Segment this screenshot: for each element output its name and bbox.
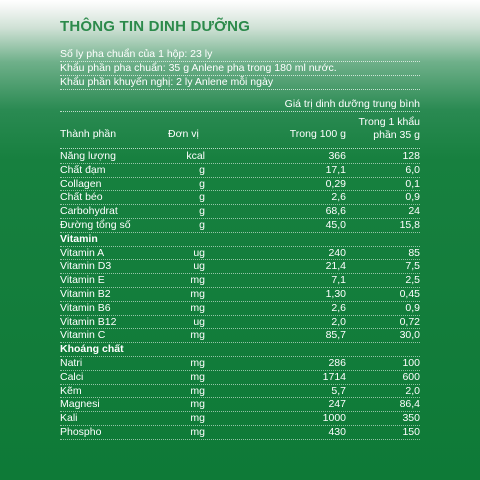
cell-name: Carbohydrat — [60, 205, 118, 218]
cell-unit: kcal — [186, 150, 205, 162]
cell-name: Kẽm — [60, 384, 82, 397]
cell-per-serving: 0,45 — [399, 287, 420, 300]
cell-name: Kali — [60, 412, 78, 425]
cell-per-100g: 247 — [328, 398, 346, 411]
cell-per-100g: 2,0 — [331, 315, 346, 328]
header-unit: Đơn vị — [168, 128, 199, 140]
cell-unit: ug — [193, 246, 205, 259]
cell-unit: g — [199, 163, 205, 176]
cell-per-100g: 17,1 — [325, 163, 346, 176]
table-row — [60, 302, 420, 316]
table-row — [60, 398, 420, 412]
header-per-serving — [356, 116, 420, 142]
cell-per-serving: 86,4 — [399, 398, 420, 411]
cell-name: Chất đạm — [60, 163, 106, 176]
table-row — [60, 329, 420, 343]
section-row — [60, 233, 420, 247]
servings-per-box: Số ly pha chuẩn của 1 hộp: 23 ly — [60, 48, 420, 62]
table-row — [60, 385, 420, 399]
cell-per-serving: 0,9 — [405, 191, 420, 204]
cell-per-100g: 45,0 — [325, 218, 346, 231]
cell-per-serving: 100 — [402, 356, 420, 369]
cell-per-serving: 2,0 — [405, 384, 420, 397]
cell-name: Natri — [60, 356, 83, 369]
table-row — [60, 219, 420, 233]
cell-per-100g: 85,7 — [325, 329, 346, 342]
cell-per-100g: 7,1 — [331, 274, 346, 287]
cell-unit: ug — [193, 260, 205, 273]
cell-per-100g: 366 — [328, 150, 346, 162]
panel-title: THÔNG TIN DINH DƯỠNG — [60, 18, 251, 35]
standard-serving: Khẩu phần pha chuẩn: 35 g Anlene pha trong 180 ml nước. — [60, 62, 420, 76]
cell-unit: mg — [190, 287, 205, 300]
cell-name: Calci — [60, 370, 84, 383]
cell-per-serving: 2,5 — [405, 274, 420, 287]
cell-per-100g: 240 — [328, 246, 346, 259]
cell-per-100g: 1714 — [322, 370, 346, 383]
cell-unit: g — [199, 205, 205, 218]
cell-unit: g — [199, 218, 205, 231]
cell-unit: mg — [190, 425, 205, 438]
cell-name: Vitamin D3 — [60, 260, 112, 273]
cell-per-100g: 2,6 — [331, 191, 346, 204]
cell-unit: g — [199, 191, 205, 204]
cell-name: Vitamin E — [60, 274, 105, 287]
cell-unit: ug — [193, 315, 205, 328]
header-ingredient: Thành phần — [60, 128, 117, 140]
recommended-serving: Khẩu phần khuyến nghị: 2 ly Anlene mỗi ngày — [60, 76, 420, 90]
cell-per-serving: 6,0 — [405, 163, 420, 176]
table-row — [60, 426, 420, 440]
table-row — [60, 288, 420, 302]
table-row — [60, 371, 420, 385]
section-row — [60, 343, 420, 357]
cell-unit: mg — [190, 274, 205, 287]
cell-name: Đường tổng số — [60, 218, 131, 231]
table-row — [60, 150, 420, 164]
cell-per-100g: 21,4 — [325, 260, 346, 273]
cell-per-100g: 430 — [328, 425, 346, 438]
header-per-serving-line2: phần 35 g — [373, 129, 420, 141]
cell-per-100g: 68,6 — [325, 205, 346, 218]
nutrition-table — [60, 150, 420, 440]
cell-unit: mg — [190, 329, 205, 342]
header-per-serving-line1: Trong 1 khẩu — [358, 116, 420, 128]
cell-name: Năng lượng — [60, 150, 116, 162]
cell-per-serving: 150 — [402, 425, 420, 438]
table-row — [60, 205, 420, 219]
table-row — [60, 357, 420, 371]
cell-unit: mg — [190, 370, 205, 383]
table-row — [60, 247, 420, 261]
average-values-label: Giá trị dinh dưỡng trung bình — [60, 98, 420, 112]
table-row — [60, 260, 420, 274]
cell-per-100g: 1,30 — [325, 287, 346, 300]
header-per-100g: Trong 100 g — [289, 128, 346, 140]
cell-unit: mg — [190, 301, 205, 314]
cell-per-serving: 350 — [402, 412, 420, 425]
cell-name: Vitamin C — [60, 329, 106, 342]
cell-unit: mg — [190, 384, 205, 397]
cell-name: Magnesi — [60, 398, 100, 411]
table-row — [60, 316, 420, 330]
cell-unit: g — [199, 177, 205, 190]
cell-unit: mg — [190, 412, 205, 425]
table-header — [60, 114, 420, 149]
cell-name: Collagen — [60, 177, 102, 190]
cell-per-serving: 0,72 — [399, 315, 420, 328]
cell-per-100g: 1000 — [322, 412, 346, 425]
cell-per-100g: 5,7 — [331, 384, 346, 397]
cell-per-serving: 0,1 — [405, 177, 420, 190]
cell-name: Phospho — [60, 425, 102, 438]
cell-name: Vitamin B6 — [60, 301, 111, 314]
cell-per-serving: 15,8 — [399, 218, 420, 231]
cell-per-100g: 286 — [328, 356, 346, 369]
cell-per-100g: 0,29 — [325, 177, 346, 190]
cell-per-serving: 85 — [408, 246, 420, 259]
cell-name: Vitamin B2 — [60, 287, 111, 300]
table-row — [60, 178, 420, 192]
cell-name: Khoáng chất — [60, 343, 124, 356]
cell-unit: mg — [190, 398, 205, 411]
cell-name: Chất béo — [60, 191, 103, 204]
cell-per-serving: 7,5 — [405, 260, 420, 273]
cell-per-serving: 24 — [408, 205, 420, 218]
serving-info — [60, 48, 420, 90]
cell-per-serving: 128 — [402, 150, 420, 162]
cell-per-100g: 2,6 — [331, 301, 346, 314]
cell-per-serving: 30,0 — [399, 329, 420, 342]
table-row — [60, 274, 420, 288]
cell-unit: mg — [190, 356, 205, 369]
table-row — [60, 412, 420, 426]
table-row — [60, 164, 420, 178]
cell-name: Vitamin B12 — [60, 315, 117, 328]
cell-per-serving: 600 — [402, 370, 420, 383]
table-row — [60, 191, 420, 205]
cell-per-serving: 0,9 — [405, 301, 420, 314]
cell-name: Vitamin — [60, 232, 98, 245]
cell-name: Vitamin A — [60, 246, 105, 259]
